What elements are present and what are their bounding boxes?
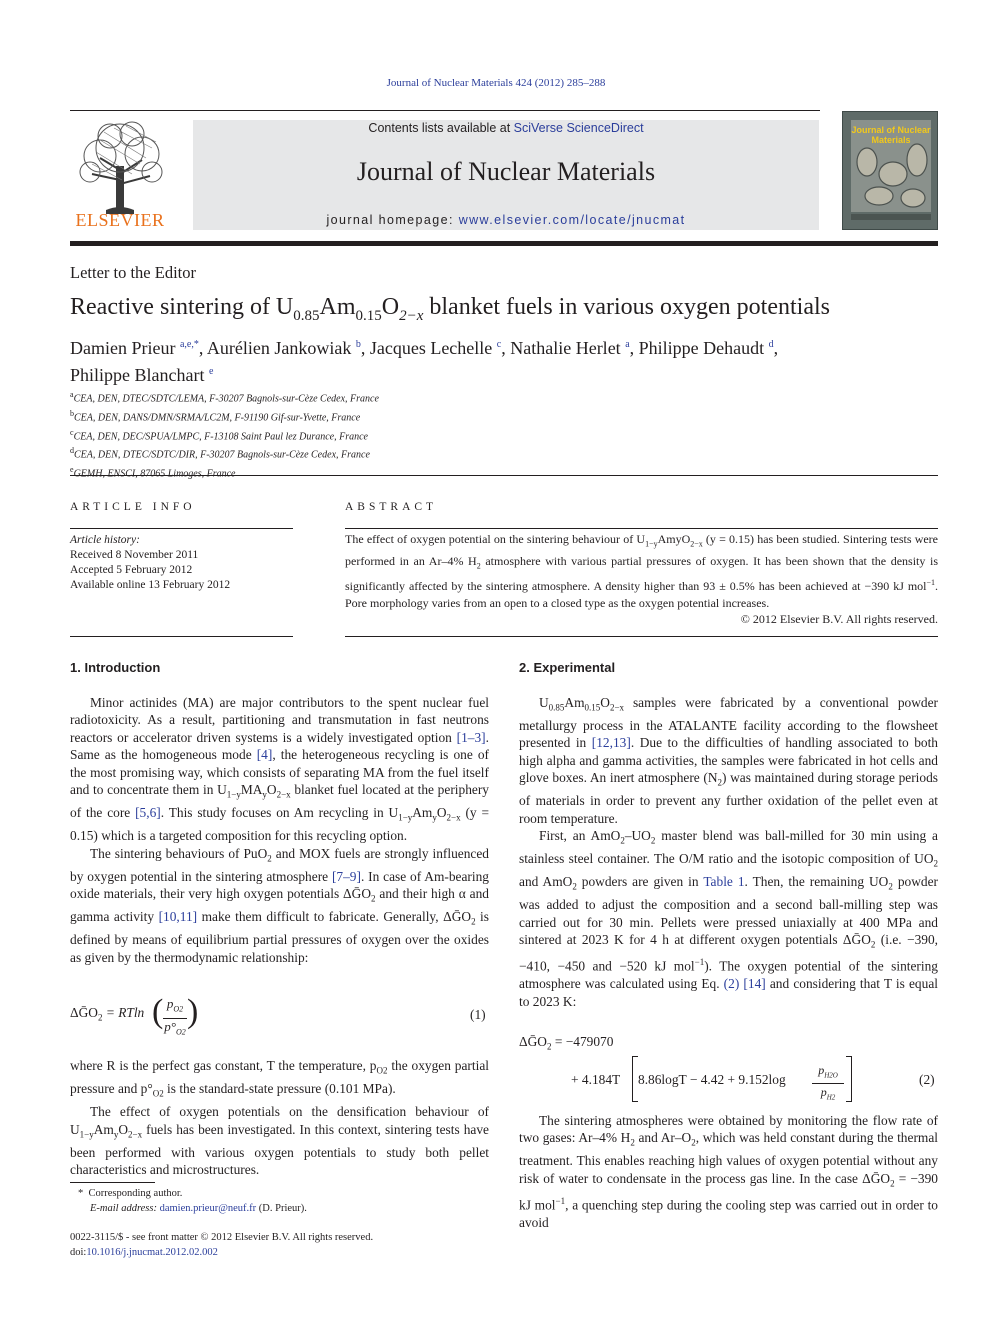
article-type: Letter to the Editor <box>70 263 196 282</box>
journal-title: Journal of Nuclear Materials <box>356 157 656 186</box>
article-info-heading: ARTICLE INFO <box>70 501 196 513</box>
author-affiliation-mark[interactable]: e <box>208 366 214 377</box>
footnote-rule <box>70 1182 155 1183</box>
intro-paragraph: The effect of oxygen potentials on the densification behaviour of $U_{1-y}Am_yO_{2-x}$ fuels has been investigated. In this context, sintering tests have been performed with various oxygen potentials to study both pellet characteristics and microstructures. <box>70 1104 489 1178</box>
abstract-rule-bottom <box>345 636 938 637</box>
affiliation: $^a$CEA, DEN, DTEC/SDTC/LEMA, F-30207 Bagnols-sur-Cèze Cedex, France <box>70 390 379 405</box>
intro-paragraph: Minor actinides (MA) are major contributors to the spent nuclear fuel radiotoxicity. As a result, partitioning and transmutation in fast neutrons reactors or accelerator driven systems is a widely investigated option [1–3]. Same as the homogeneous mode [4], the heterogeneous recycling is one of the most promising way, which consists of separating MA from the fuel itself and to concentrate them in $U_{1-y}MA_yO_{2-x}$ blanket fuel located at the periphery of the core [5,6]. This study focuses on Am recycling in $U_{1-y}Am_yO_{2-x}$ (y = 0.15) which is a targeted composition for this recycling option. <box>70 695 489 844</box>
author[interactable]: Jacques Lechelle <box>369 338 493 358</box>
affiliation: $^b$CEA, DEN, DANS/DMN/SRMA/LC2M, F-91190 Gif-sur-Yvette, France <box>70 408 361 424</box>
equation-1-number: (1) <box>470 1007 486 1022</box>
intro-paragraph: The sintering behaviours of PuO$_2$ and MOX fuels are strongly influenced by oxygen potential in the sintering atmosphere [7–9]. In case of Am-bearing oxide materials, their very high oxygen potentials ΔḠO$_2$ and their high α and gamma activity [10,11] make them difficult to fabricate. Generally, ΔḠO$_2$ is defined by means of equilibrium partial pressures of oxygen over the oxides as given by the thermodynamic relationship: <box>70 845 489 965</box>
author-affiliation-mark[interactable]: d <box>768 339 774 350</box>
header-thick-rule <box>70 241 938 246</box>
experimental-paragraph: The sintering atmospheres were obtained by monitoring the flow rate of two gases: Ar–4% $H_2$ and $Ar-O_2$, which was held constant during the thermal treatment. This enables reaching high values of oxygen potential without any risk of water to condensate in the process gas line. In the case ΔḠO$_2$ = −390 kJ mol$^{-1}$, a quenching step during the cooling step was carried out in order to avoid <box>519 1113 938 1230</box>
experimental-body <box>519 694 938 1010</box>
info-rule-bottom <box>70 636 293 637</box>
abstract-text: The effect of oxygen potential on the sintering behaviour of $U_{1-y}AmyO_{2-x}$ (y = 0.15) has been studied. Sintering tests were performed in an Ar–4% $H_2$ atmosphere with various partial pressures of oxygen. It has been shown that the density is significantly affected by the sintering atmosphere. A density higher than 93 ± 0.5% has been achieved at −390 kJ mol$^{-1}$. Pore morphology varies from an open to a closed type as the oxygen potential increases. <box>345 532 939 611</box>
online-date: Available online 13 February 2012 <box>70 579 231 591</box>
equation-1: ΔḠO$_2$ = RTln <box>70 1005 145 1023</box>
abstract-rule-top <box>345 528 938 529</box>
author-affiliation-mark[interactable]: b <box>355 339 361 350</box>
abstract-copyright: © 2012 Elsevier B.V. All rights reserved. <box>740 612 938 626</box>
author-list: Damien Prieur $^{a,e,*}$, Aurélien Jankowiak $^b$, Jacques Lechelle $^c$, Nathalie Herlet $^a$, Philippe Dehaudt $^d$, Philippe Blanchart $^e$ <box>70 338 779 385</box>
citation-link[interactable]: [1–3] <box>456 729 486 745</box>
author-affiliation-mark[interactable]: a <box>625 339 630 350</box>
author-affiliation-mark[interactable]: c <box>496 339 502 350</box>
equation-2-bracket-close <box>846 1056 852 1102</box>
equation-1-paren-open: ( <box>152 993 164 1030</box>
issn-block <box>70 1230 490 1260</box>
equation-2-line-1: ΔḠO$_2$ = −479070 <box>519 1034 614 1052</box>
footnotes <box>70 1186 490 1216</box>
abstract-heading: ABSTRACT <box>345 501 438 513</box>
homepage-link[interactable]: www.elsevier.com/locate/jnucmat <box>458 213 686 227</box>
introduction-body-continued <box>70 1057 489 1178</box>
intro-eq-explanation: where R is the perfect gas constant, T the temperature, $p_{O2}$ the oxygen partial pressure and $p^\circ_{O2}$ is the standard-state pressure (0.101 MPa). <box>70 1058 490 1099</box>
citation-link[interactable]: [12,13] <box>591 735 631 751</box>
affiliation: $^c$CEA, DEN, DEC/SPUA/LMPC, F-13108 Saint Paul lez Durance, France <box>70 427 368 442</box>
journal-cover[interactable] <box>842 111 938 230</box>
equation-link[interactable]: (2) <box>723 976 740 992</box>
author-affiliation-mark[interactable]: a,e,* <box>179 339 199 350</box>
equation-1-fraction: $p_{O2}$ $p^\circ_{O2}$ <box>164 996 186 1037</box>
article-history <box>70 533 300 593</box>
email-link[interactable]: damien.prieur@neuf.fr <box>159 1203 257 1214</box>
title-rule <box>70 475 938 476</box>
author[interactable]: Damien Prieur <box>70 338 176 358</box>
citation-link[interactable]: [7–9] <box>331 868 361 884</box>
sciverse-link[interactable]: SciVerse ScienceDirect <box>513 121 644 135</box>
author[interactable]: Nathalie Herlet <box>510 338 621 358</box>
affiliation-list <box>70 388 930 482</box>
equation-2-number: (2) <box>919 1072 935 1087</box>
equation-2-line-2b: 8.86logT − 4.42 + 9.152log <box>638 1072 786 1087</box>
author[interactable]: Aurélien Jankowiak <box>206 338 352 358</box>
experimental-paragraph: $U_{0.85}Am_{0.15}O_{2-x}$ samples were fabricated by a conventional powder metallurgy process in the ATALANTE facility according to the flowsheet presented in [12,13]. Due to the difficulties of handling associated to both high alpha and gamma activities, the samples were fabricated in hot cells and glove boxes. An inert atmosphere $(N_2)$ was maintained during storage periods of materials in order to prevent any further oxidation of the pellet even at room temperature. <box>519 695 939 826</box>
experimental-body-continued <box>519 1112 938 1231</box>
citation-link[interactable]: [5,6] <box>135 805 161 821</box>
citation-link[interactable]: [14] <box>743 976 766 992</box>
info-rule-top <box>70 528 293 529</box>
header-rule <box>70 110 820 111</box>
elsevier-logo <box>70 118 170 234</box>
equation-2-fraction: $p_{H2O}$ $p_{H2}$ <box>812 1063 844 1106</box>
publisher-name: ELSEVIER <box>75 210 165 230</box>
received-date: Received 8 November 2011 <box>70 549 199 561</box>
journal-homepage: journal homepage: www.elsevier.com/locate/jnucmat <box>326 213 686 227</box>
issn-line: 0022-3115/$ - see front matter © 2012 Elsevier B.V. All rights reserved. <box>70 1232 374 1243</box>
history-label: Article history: <box>70 534 140 546</box>
article-title: Reactive sintering of $U_{0.85}Am_{0.15}O_{2-x}$ blanket fuels in various oxygen potentials <box>70 294 830 324</box>
contents-line: Contents lists available at SciVerse ScienceDirect <box>368 121 644 135</box>
introduction-heading: 1. Introduction <box>70 660 161 675</box>
table-link[interactable]: Table 1 <box>703 874 745 890</box>
equation-2-line-2a: + 4.184T <box>571 1072 621 1087</box>
experimental-heading: 2. Experimental <box>519 660 616 675</box>
experimental-paragraph: First, an $AmO_2-UO_2$ master blend was ball-milled for 30 min using a stainless steel container. The O/M ratio and the isotopic composition of $UO_2$ and AmO$_2$ powders are given in Table 1. Then, the remaining $UO_2$ powder was added to adjust the composition and a second ball-milling step was carried out for 30 min. Pellets were pressed uniaxially at 400 MPa and sintered at 2023 K for 4 h at different oxygen potentials ΔḠO$_2$ (i.e. −390, −410, −450 and −520 kJ mol$^{-1}$). The oxygen potential of the sintering atmosphere was calculated using Eq. (2) [14] and considering that T is equal to 2023 K: <box>519 828 939 1009</box>
accepted-date: Accepted 5 February 2012 <box>70 564 193 576</box>
doi-link[interactable]: 10.1016/j.jnucmat.2012.02.002 <box>86 1247 218 1258</box>
affiliation: $^d$CEA, DEN, DTEC/SDTC/DIR, F-30207 Bagnols-sur-Cèze Cedex, France <box>70 446 370 461</box>
journal-citation[interactable]: Journal of Nuclear Materials 424 (2012) 285–288 <box>386 77 606 89</box>
affiliation: e <box>70 465 74 475</box>
citation-link[interactable]: [4] <box>256 747 273 763</box>
email-note: E-mail address: damien.prieur@neuf.fr (D. Prieur). <box>90 1203 307 1214</box>
introduction-body <box>70 694 489 966</box>
equation-1-paren-close: ) <box>187 993 199 1030</box>
author[interactable]: Philippe Blanchart <box>70 365 205 385</box>
author[interactable]: Philippe Dehaudt <box>638 338 765 358</box>
doi-line: doi:10.1016/j.jnucmat.2012.02.002 <box>70 1247 218 1258</box>
citation-link[interactable]: [10,11] <box>158 909 198 925</box>
cover-title: Journal of Nuclear Materials <box>851 125 931 145</box>
corresponding-author-note: * Corresponding author. <box>78 1188 183 1199</box>
